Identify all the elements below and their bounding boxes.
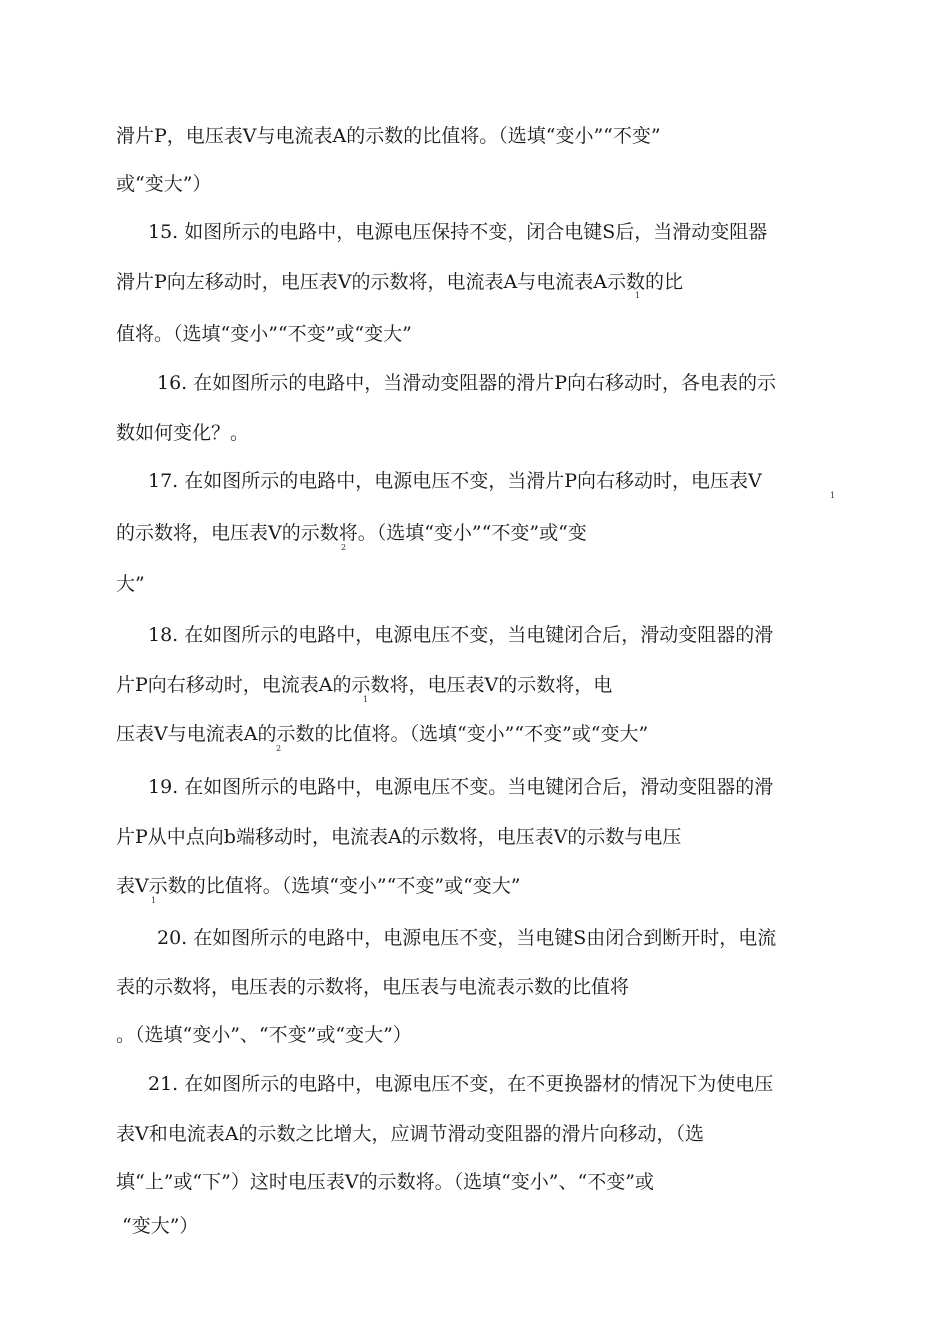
question-19-line-2: 片P从中点向b端移动时，电流表A的示数将，电压表V的示数与电压	[116, 826, 682, 848]
question-21-line-4: “变大”）	[122, 1215, 199, 1237]
question-15-line-1: 15. 如图所示的电路中，电源电压保持不变，闭合电键S后，当滑动变阻器	[148, 221, 768, 243]
question-16-line-1: 16. 在如图所示的电路中，当滑动变阻器的滑片P向右移动时，各电表的示	[157, 372, 777, 394]
text-line: 或“变大”）	[116, 173, 212, 195]
question-15-line-2: 滑片P向左移动时，电压表V的示数将，电流表A与电流表A示数的比	[116, 271, 683, 293]
question-20-line-3: 。（选填“变小”、“不变”或“变大”）	[116, 1024, 412, 1046]
question-19-line-1: 19. 在如图所示的电路中，电源电压不变。当电键闭合后，滑动变阻器的滑	[148, 776, 774, 798]
subscript: 1	[151, 896, 157, 905]
subscript: 1	[830, 491, 836, 500]
question-17-line-2: 的示数将，电压表V的示数将。（选填“变小”“不变”或“变	[116, 522, 587, 544]
question-21-line-2: 表V和电流表A的示数之比增大，应调节滑动变阻器的滑片向移动，（选	[116, 1123, 704, 1145]
question-17-line-3: 大”	[116, 573, 145, 595]
question-21-line-1: 21. 在如图所示的电路中，电源电压不变，在不更换器材的情况下为使电压	[148, 1073, 774, 1095]
question-21-line-3: 填“上”或“下”）这时电压表V的示数将。（选填“变小”、“不变”或	[116, 1171, 654, 1193]
text-line: 滑片P，电压表V与电流表A的示数的比值将。（选填“变小”“不变”	[116, 125, 661, 147]
question-17-line-1: 17. 在如图所示的电路中，电源电压不变，当滑片P向右移动时，电压表V	[148, 470, 762, 492]
question-18-line-3: 压表V与电流表A的示数的比值将。（选填“变小”“不变”或“变大”	[116, 723, 649, 745]
question-18-line-1: 18. 在如图所示的电路中，电源电压不变，当电键闭合后，滑动变阻器的滑	[148, 624, 774, 646]
subscript: 2	[276, 744, 282, 753]
subscript: 1	[363, 695, 369, 704]
question-16-line-2: 数如何变化？。	[116, 422, 250, 444]
question-15-line-3: 值将。（选填“变小”“不变”或“变大”	[116, 323, 412, 345]
question-20-line-1: 20. 在如图所示的电路中，电源电压不变，当电键S由闭合到断开时，电流	[157, 927, 777, 949]
question-20-line-2: 表的示数将，电压表的示数将，电压表与电流表示数的比值将	[116, 976, 630, 998]
subscript: 2	[341, 543, 347, 552]
subscript: 1	[635, 291, 641, 300]
question-19-line-3: 表V示数的比值将。（选填“变小”“不变”或“变大”	[116, 875, 521, 897]
question-18-line-2: 片P向右移动时，电流表A的示数将，电压表V的示数将，电	[116, 674, 613, 696]
